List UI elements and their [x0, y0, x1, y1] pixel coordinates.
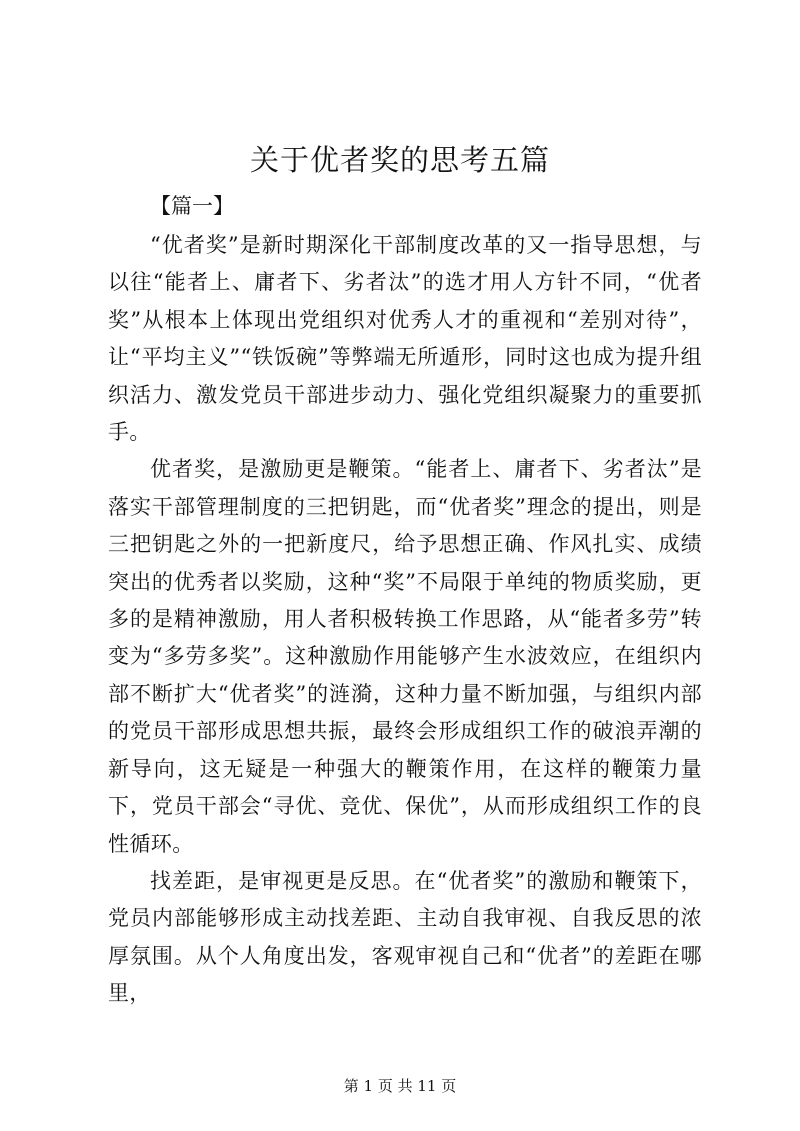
document-body	[108, 227, 702, 1013]
page-title: 关于优者奖的思考五篇	[249, 143, 550, 177]
paragraph: “优者奖”是新时期深化干部制度改革的又一指导思想，与以往“能者上、庸者下、劣者汰”的选才用人方针不同，“优者奖”从根本上体现出党组织对优秀人才的重视和“差别对待”，让“平均主义”“铁饭碗”等弊端无所遁形，同时这也成为提升组织活力、激发党员干部进步动力、强化党组织凝聚力的重要抓手。	[108, 233, 702, 445]
paragraph: 找差距，是审视更是反思。在“优者奖”的激励和鞭策下，党员内部能够形成主动找差距、主动自我审视、自我反思的浓厚氛围。从个人角度出发，客观审视自己和“优者”的差距在哪里，	[108, 868, 702, 1006]
paragraph: 优者奖，是激励更是鞭策。“能者上、庸者下、劣者汰”是落实干部管理制度的三把钥匙，而“优者奖”理念的提出，则是三把钥匙之外的一把新度尺，给予思想正确、作风扎实、成绩突出的优秀者以奖励，这种“奖”不局限于单纯的物质奖励，更多的是精神激励，用人者积极转换工作思路，从“能者多劳”转变为“多劳多奖”。这种激励作用能够产生水波效应，在组织内部不断扩大“优者奖”的涟漪，这种力量不断加强，与组织内部的党员干部形成思想共振，最终会形成组织工作的破浪弄潮的新导向，这无疑是一种强大的鞭策作用，在这样的鞭策力量下，党员干部会“寻优、竞优、保优”，从而形成组织工作的良性循环。	[108, 457, 702, 856]
section-heading: 【篇一】	[150, 194, 234, 218]
page-number-footer: 第 1 页 共 11 页	[343, 1077, 457, 1095]
